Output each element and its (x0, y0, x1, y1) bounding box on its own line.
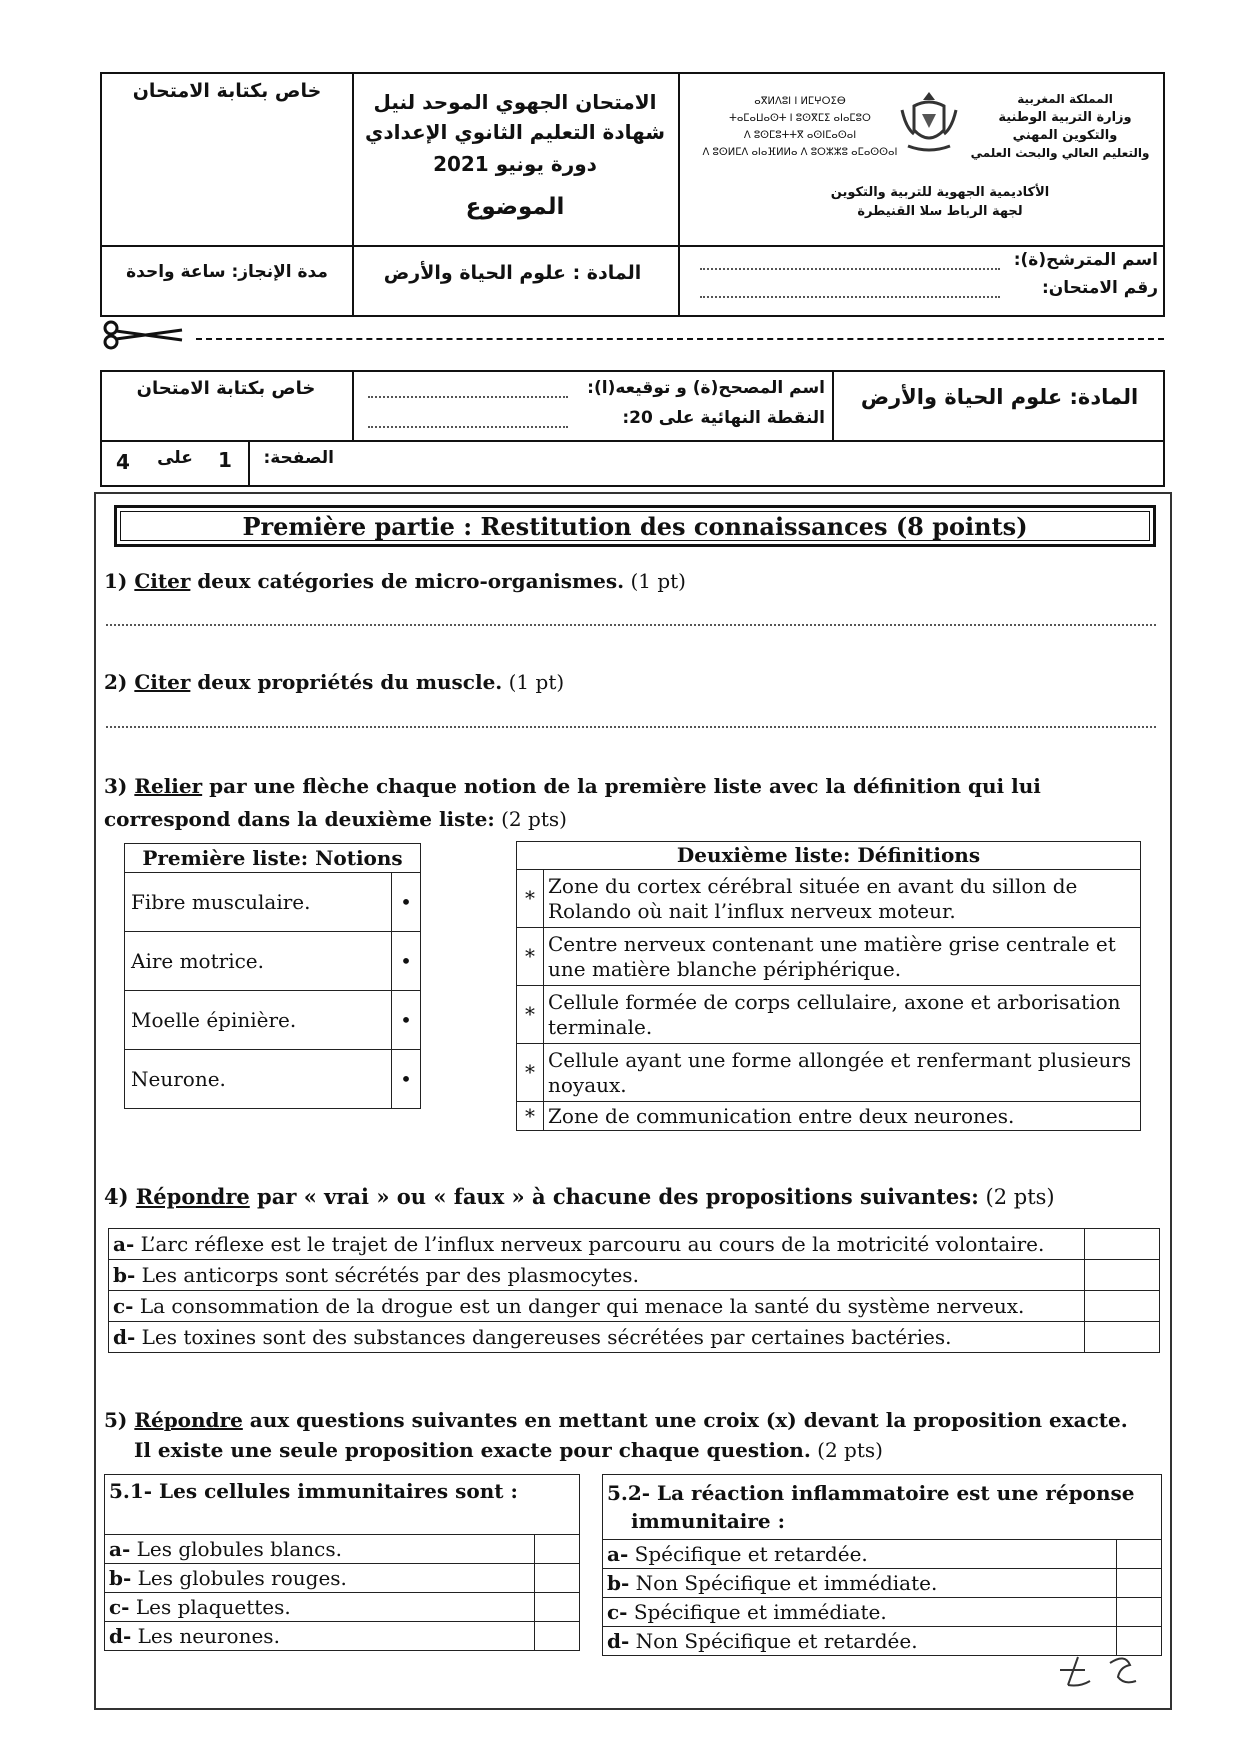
exam-session: دورة يونيو 2021 (433, 152, 597, 176)
notions-table (124, 843, 421, 1109)
definition-star[interactable]: * (517, 870, 544, 928)
definition-cell: Zone du cortex cérébral située en avant du sillon de Rolando où nait l’influx nerveux moteur. (544, 870, 1141, 928)
tifinagh-line-3: ⴷ ⵓⵙⵎⵓⵜⵜⴳ ⴰⵙⵏⵎⴰⵙⴰⵏ (743, 130, 857, 141)
q52-table (602, 1474, 1162, 1656)
definition-cell: Cellule ayant une forme allongée et renfermant plusieurs noyaux. (544, 1044, 1141, 1102)
notion-bullet[interactable]: • (392, 932, 421, 991)
academy-line-2: لجهة الرباط سلا القنيطرة (857, 204, 1023, 219)
tifinagh-line-4: ⴷ ⵓⵙⵍⵎⴷ ⴰⵏⴰⴼⵍⵍⴰ ⴷ ⵓⵔⵣⵣⵓ ⴰⵎⴰⵙⵙⴰⵏ (702, 147, 898, 158)
page-of-label: على (157, 448, 193, 468)
q51-option: a- Les globules blancs. (105, 1535, 535, 1564)
header-divider-h (100, 245, 1165, 247)
question-4 (104, 1184, 1055, 1209)
definition-star[interactable]: * (517, 928, 544, 986)
notion-cell: Neurone. (125, 1050, 392, 1109)
true-false-answer-cell[interactable] (1085, 1260, 1160, 1291)
definition-star[interactable]: * (517, 1044, 544, 1102)
notion-bullet[interactable]: • (392, 1050, 421, 1109)
question-5-line2 (134, 1438, 883, 1462)
header-divider-v1 (352, 72, 354, 317)
notion-cell: Moelle épinière. (125, 991, 392, 1050)
definition-cell: Zone de communication entre deux neurones. (544, 1102, 1141, 1131)
page-total: 4 (116, 450, 130, 474)
true-false-statement: a- L’arc réflexe est le trajet de l’influx nerveux parcouru au cours de la motricité volontaire. (109, 1229, 1085, 1260)
q51-check-cell[interactable] (535, 1564, 580, 1593)
candidate-name-field[interactable] (700, 268, 1000, 270)
question-3 (104, 770, 1164, 836)
cut-line (196, 338, 1164, 340)
exam-number-label: رقم الامتحان: (1041, 278, 1158, 298)
q5-verb: Répondre (134, 1408, 243, 1432)
q2-number: 2) (104, 670, 135, 694)
grading-divider-v2 (832, 370, 834, 440)
scissors-icon (102, 320, 194, 350)
definition-cell: Centre nerveux contenant une matière grise centrale et une matière blanche périphérique. (544, 928, 1141, 986)
notion-cell: Fibre musculaire. (125, 873, 392, 932)
grading-divider-v1 (352, 370, 354, 440)
q52-option: b- Non Spécifique et immédiate. (603, 1569, 1117, 1598)
q51-option: b- Les globules rouges. (105, 1564, 535, 1593)
true-false-table (108, 1228, 1160, 1353)
exam-title-line2: شهادة التعليم الثانوي الإعدادي (365, 120, 665, 144)
q51-table (104, 1474, 580, 1651)
notion-bullet[interactable]: • (392, 991, 421, 1050)
tifinagh-line-2: ⵜⴰⵎⴰⵡⴰⵙⵜ ⵏ ⵓⵙⴳⵎⵉ ⴰⵏⴰⵎⵓⵔ (729, 113, 871, 124)
q3-verb: Relier (134, 774, 203, 798)
final-score-field[interactable] (368, 426, 568, 428)
exam-writing-label: خاص بكتابة الامتحان (132, 80, 322, 102)
true-false-statement: c- La consommation de la drogue est un danger qui menace la santé du système nerveux. (109, 1291, 1085, 1322)
q5-number: 5) (104, 1408, 135, 1432)
q51-option: d- Les neurones. (105, 1622, 535, 1651)
header-divider-v2 (678, 72, 680, 317)
q1-answer-line[interactable] (106, 624, 1156, 626)
page-label: الصفحة: (263, 448, 334, 468)
true-false-statement: b- Les anticorps sont sécrétés par des plasmocytes. (109, 1260, 1085, 1291)
question-2 (104, 670, 564, 694)
q52-check-cell[interactable] (1117, 1569, 1162, 1598)
q51-check-cell[interactable] (535, 1622, 580, 1651)
grading-divider-v3 (248, 440, 250, 487)
definition-star[interactable]: * (517, 1102, 544, 1131)
coat-of-arms-icon (894, 88, 964, 158)
definition-cell: Cellule formée de corps cellulaire, axone et arborisation terminale. (544, 986, 1141, 1044)
exam-title-line1: الامتحان الجهوي الموحد لنيل (373, 90, 657, 114)
q4-verb: Répondre (135, 1184, 250, 1209)
true-false-answer-cell[interactable] (1085, 1229, 1160, 1260)
q3-text: par une flèche chaque notion de la première liste avec la définition qui lui correspond dans la deuxième liste: (104, 774, 1041, 831)
notions-header: Première liste: Notions (125, 844, 421, 873)
q52-title (603, 1475, 1162, 1540)
tifinagh-line-1: ⴰⴳⵍⴷⵓⵏ ⵏ ⵍⵎⵖⵔⵉⴱ (754, 96, 846, 107)
q1-verb: Citer (134, 569, 191, 593)
q52-option: c- Spécifique et immédiate. (603, 1598, 1117, 1627)
q52-option: a- Spécifique et retardée. (603, 1540, 1117, 1569)
q52-check-cell[interactable] (1117, 1540, 1162, 1569)
definitions-table (516, 841, 1141, 1131)
q52-check-cell[interactable] (1117, 1598, 1162, 1627)
academy-line-1: الأكاديمية الجهوية للتربية والتكوين (830, 185, 1050, 200)
grading-subject-label: المادة: علوم الحياة والأرض (860, 385, 1139, 409)
grading-exam-writing: خاص بكتابة الامتحان (136, 378, 316, 399)
definition-star[interactable]: * (517, 986, 544, 1044)
q51-check-cell[interactable] (535, 1535, 580, 1564)
q3-number: 3) (104, 774, 135, 798)
q2-text: deux propriétés du muscle. (190, 670, 503, 694)
q51-check-cell[interactable] (535, 1593, 580, 1622)
q1-text: deux catégories de micro-organismes. (190, 569, 625, 593)
duration-label: مدة الإنجاز: ساعة واحدة (126, 262, 328, 282)
ministry-line-2: والتكوين المهني (1012, 128, 1118, 143)
question-1 (104, 569, 686, 593)
q2-points: (1 pt) (508, 670, 565, 694)
page-current: 1 (218, 448, 232, 472)
final-score-label: النقطة النهائية على 20: (622, 408, 825, 428)
exam-number-field[interactable] (700, 296, 1000, 298)
q4-points: (2 pts) (985, 1185, 1055, 1209)
true-false-statement: d- Les toxines sont des substances dangereuses sécrétées par certaines bactéries. (109, 1322, 1085, 1353)
q4-text: par « vrai » ou « faux » à chacune des propositions suivantes: (249, 1184, 979, 1209)
q5-points: (2 pts) (817, 1438, 883, 1462)
subject-heading: الموضوع (465, 194, 565, 220)
q51-title: 5.1- Les cellules immunitaires sont : (105, 1475, 580, 1535)
question-5 (104, 1408, 1128, 1432)
q4-number: 4) (104, 1184, 136, 1209)
true-false-answer-cell[interactable] (1085, 1322, 1160, 1353)
q5-line2-text: Il existe une seule proposition exacte pour chaque question. (134, 1438, 811, 1462)
corrector-field[interactable] (368, 396, 568, 398)
subject-label: المادة : علوم الحياة والأرض (383, 262, 642, 284)
q51-option: c- Les plaquettes. (105, 1593, 535, 1622)
kingdom-label: المملكة المغربية (1017, 92, 1113, 106)
q1-points: (1 pt) (630, 569, 686, 593)
q52-option: d- Non Spécifique et retardée. (603, 1627, 1117, 1656)
ministry-line-1: وزارة التربية الوطنية (998, 110, 1132, 125)
part1-title: Première partie : Restitution des connaissances (8 points) (242, 512, 1028, 541)
q2-verb: Citer (134, 670, 191, 694)
true-false-answer-cell[interactable] (1085, 1291, 1160, 1322)
q3-points: (2 pts) (501, 807, 567, 831)
handwritten-page-mark-icon (1050, 1645, 1150, 1705)
q52-title-line1: 5.2- La réaction inflammatoire est une réponse (607, 1481, 1135, 1505)
grading-divider-h (100, 440, 1165, 442)
q2-answer-line[interactable] (106, 726, 1156, 728)
notion-bullet[interactable]: • (392, 873, 421, 932)
definitions-header: Deuxième liste: Définitions (517, 842, 1141, 870)
q5-text: aux questions suivantes en mettant une croix (x) devant la proposition exacte. (242, 1408, 1128, 1432)
corrector-label: اسم المصحح(ة) و توقيعه(ا): (587, 378, 825, 398)
q52-title-line2: immunitaire : (631, 1509, 786, 1533)
candidate-name-label: اسم المترشح(ة): (1013, 250, 1158, 270)
ministry-line-3: والتعليم العالي والبحث العلمي (970, 146, 1150, 160)
q1-number: 1) (104, 569, 135, 593)
notion-cell: Aire motrice. (125, 932, 392, 991)
